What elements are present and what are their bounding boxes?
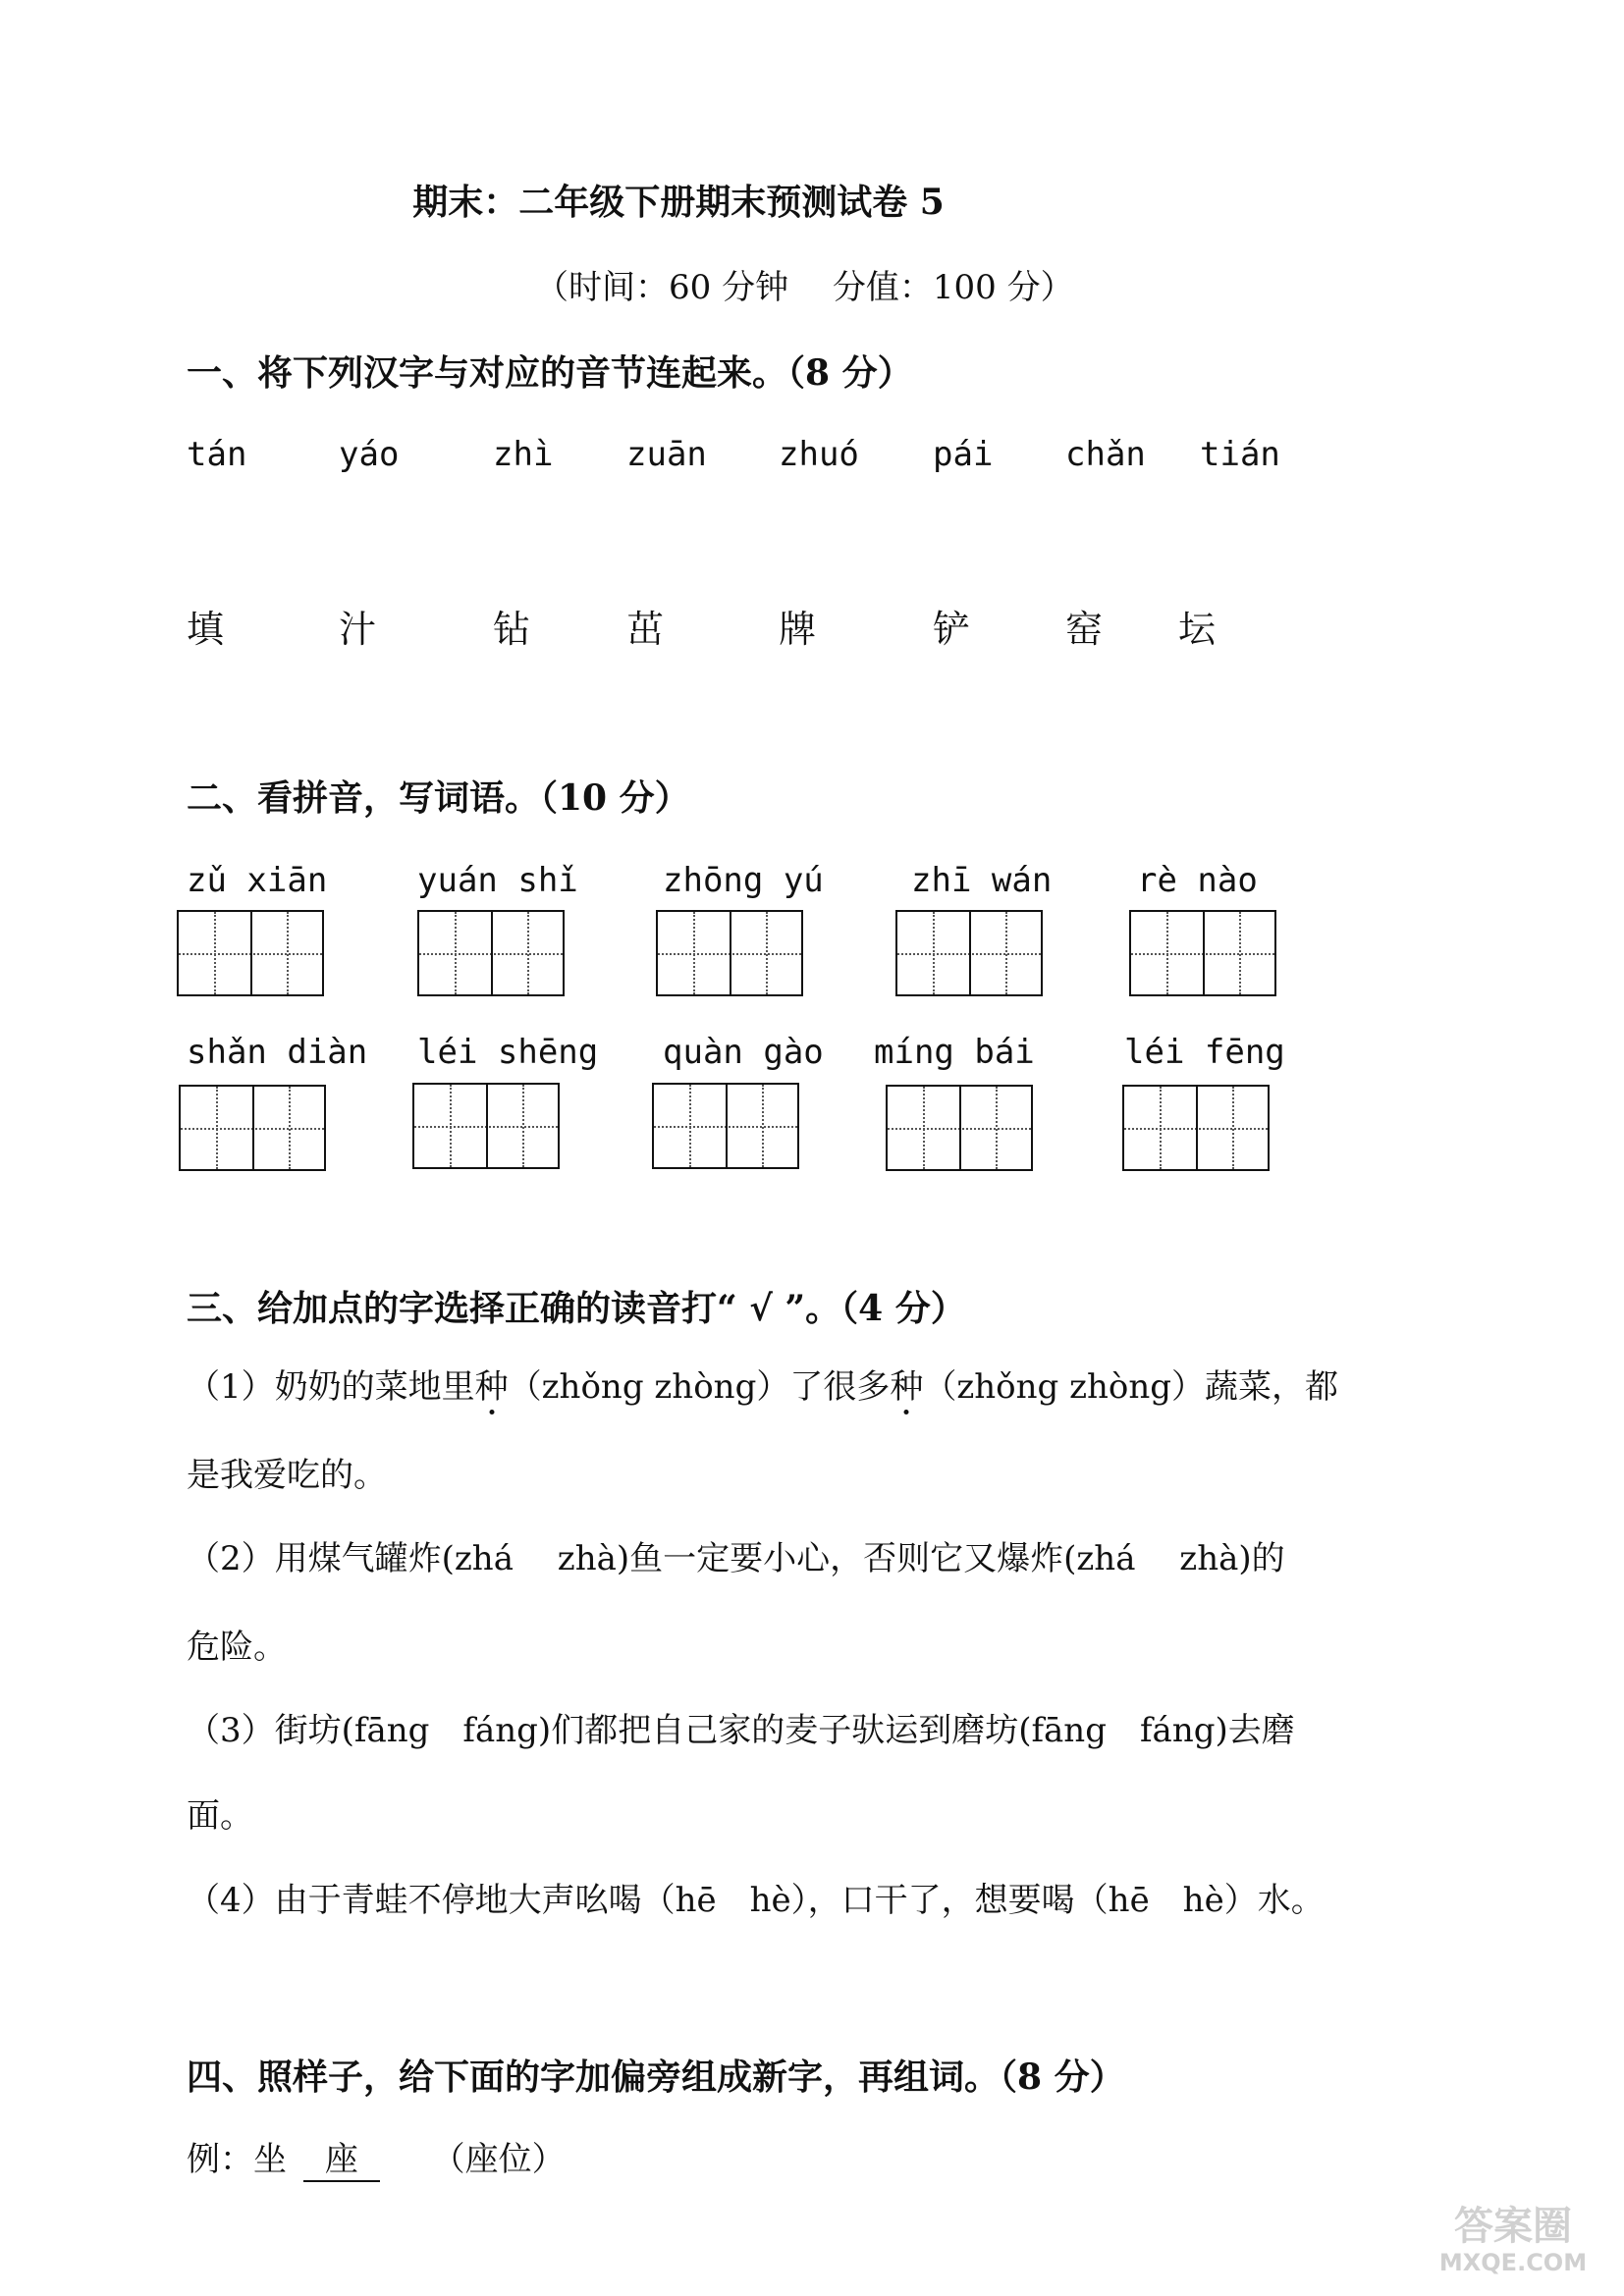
watermark-url: MXQE.COM [1438,2249,1588,2276]
question-1-line2: 是我爱吃的。 [187,1456,387,1495]
char-item: 茁 [626,608,665,651]
char-item: 坛 [1178,608,1217,651]
char-item: 填 [187,608,225,651]
pinyin-word: léi shēng [417,1033,599,1072]
pinyin-item: zhì [493,435,554,474]
pinyin-item: pái [933,435,994,474]
pinyin-word: léi fēng [1124,1033,1285,1072]
pinyin-item: tán [187,435,247,474]
pinyin-word: zǔ xiān [187,861,328,900]
section1-heading: 一、将下列汉字与对应的音节连起来。（8 分） [187,352,913,394]
pinyin-word: yuán shǐ [417,861,578,900]
section2-heading: 二、看拼音，写词语。（10 分） [187,777,690,819]
section3-heading: 三、给加点的字选择正确的读音打“ √ ”。（4 分） [187,1288,966,1329]
question-3-line1: （3）街坊(fāng fáng)们都把自己家的麦子驮运到磨坊(fāng fáng)去磨 [187,1711,1295,1750]
q1-text: （zhǒng zhòng）了很多 [508,1367,891,1407]
char-item: 牌 [779,608,817,651]
pinyin-item: tián [1200,435,1280,474]
char-item: 钻 [493,608,531,651]
writing-grid[interactable] [1129,910,1276,996]
question-1-line1 [187,1360,1338,1408]
question-2-line2: 危险。 [187,1628,287,1667]
page-title: 期末：二年级下册期末预测试卷 5 [412,182,945,223]
dotted-char: 种 [474,1367,509,1407]
watermark-logo [1420,2190,1606,2278]
example-line [187,2132,566,2182]
pinyin-word: shǎn diàn [187,1033,368,1072]
char-item: 汁 [339,608,377,651]
pinyin-item: yáo [339,435,400,474]
writing-grid[interactable] [886,1085,1033,1171]
pinyin-word: rè nào [1137,861,1258,900]
pinyin-word: míng bái [874,1033,1035,1072]
pinyin-word: zhōng yú [663,861,824,900]
example-word: （座位） [431,2140,566,2179]
watermark-text: 答案圈 [1454,2204,1572,2249]
char-item: 铲 [933,608,971,651]
question-3-line2: 面。 [187,1796,253,1836]
q1-text: （1）奶奶的菜地里 [187,1367,475,1407]
exam-info: （时间：60 分钟 分值：100 分） [535,268,1074,307]
example-prefix: 例：坐 [187,2140,287,2179]
writing-grid[interactable] [177,910,324,996]
writing-grid[interactable] [417,910,565,996]
q1-text: （zhǒng zhòng）蔬菜，都 [923,1367,1339,1407]
dotted-char: 种 [890,1367,924,1407]
question-2-line1: （2）用煤气罐炸(zhá zhà)鱼一定要小心，否则它又爆炸(zhá zhà)的 [187,1539,1285,1578]
writing-grid[interactable] [412,1083,560,1169]
section4-heading: 四、照样子，给下面的字加偏旁组成新字，再组词。（8 分） [187,2056,1125,2098]
char-item: 窑 [1065,608,1104,651]
writing-grid[interactable] [656,910,803,996]
pinyin-word: zhī wán [911,861,1053,900]
writing-grid[interactable] [179,1085,326,1171]
pinyin-item: zuān [626,435,707,474]
example-answer: 座 [303,2132,380,2182]
writing-grid[interactable] [895,910,1043,996]
writing-grid[interactable] [652,1083,799,1169]
question-4-line1: （4）由于青蛙不停地大声吆喝（hē hè），口干了，想要喝（hē hè）水。 [187,1881,1325,1920]
pinyin-item: chǎn [1065,435,1146,474]
pinyin-word: quàn gào [663,1033,824,1072]
writing-grid[interactable] [1122,1085,1270,1171]
pinyin-item: zhuó [779,435,859,474]
